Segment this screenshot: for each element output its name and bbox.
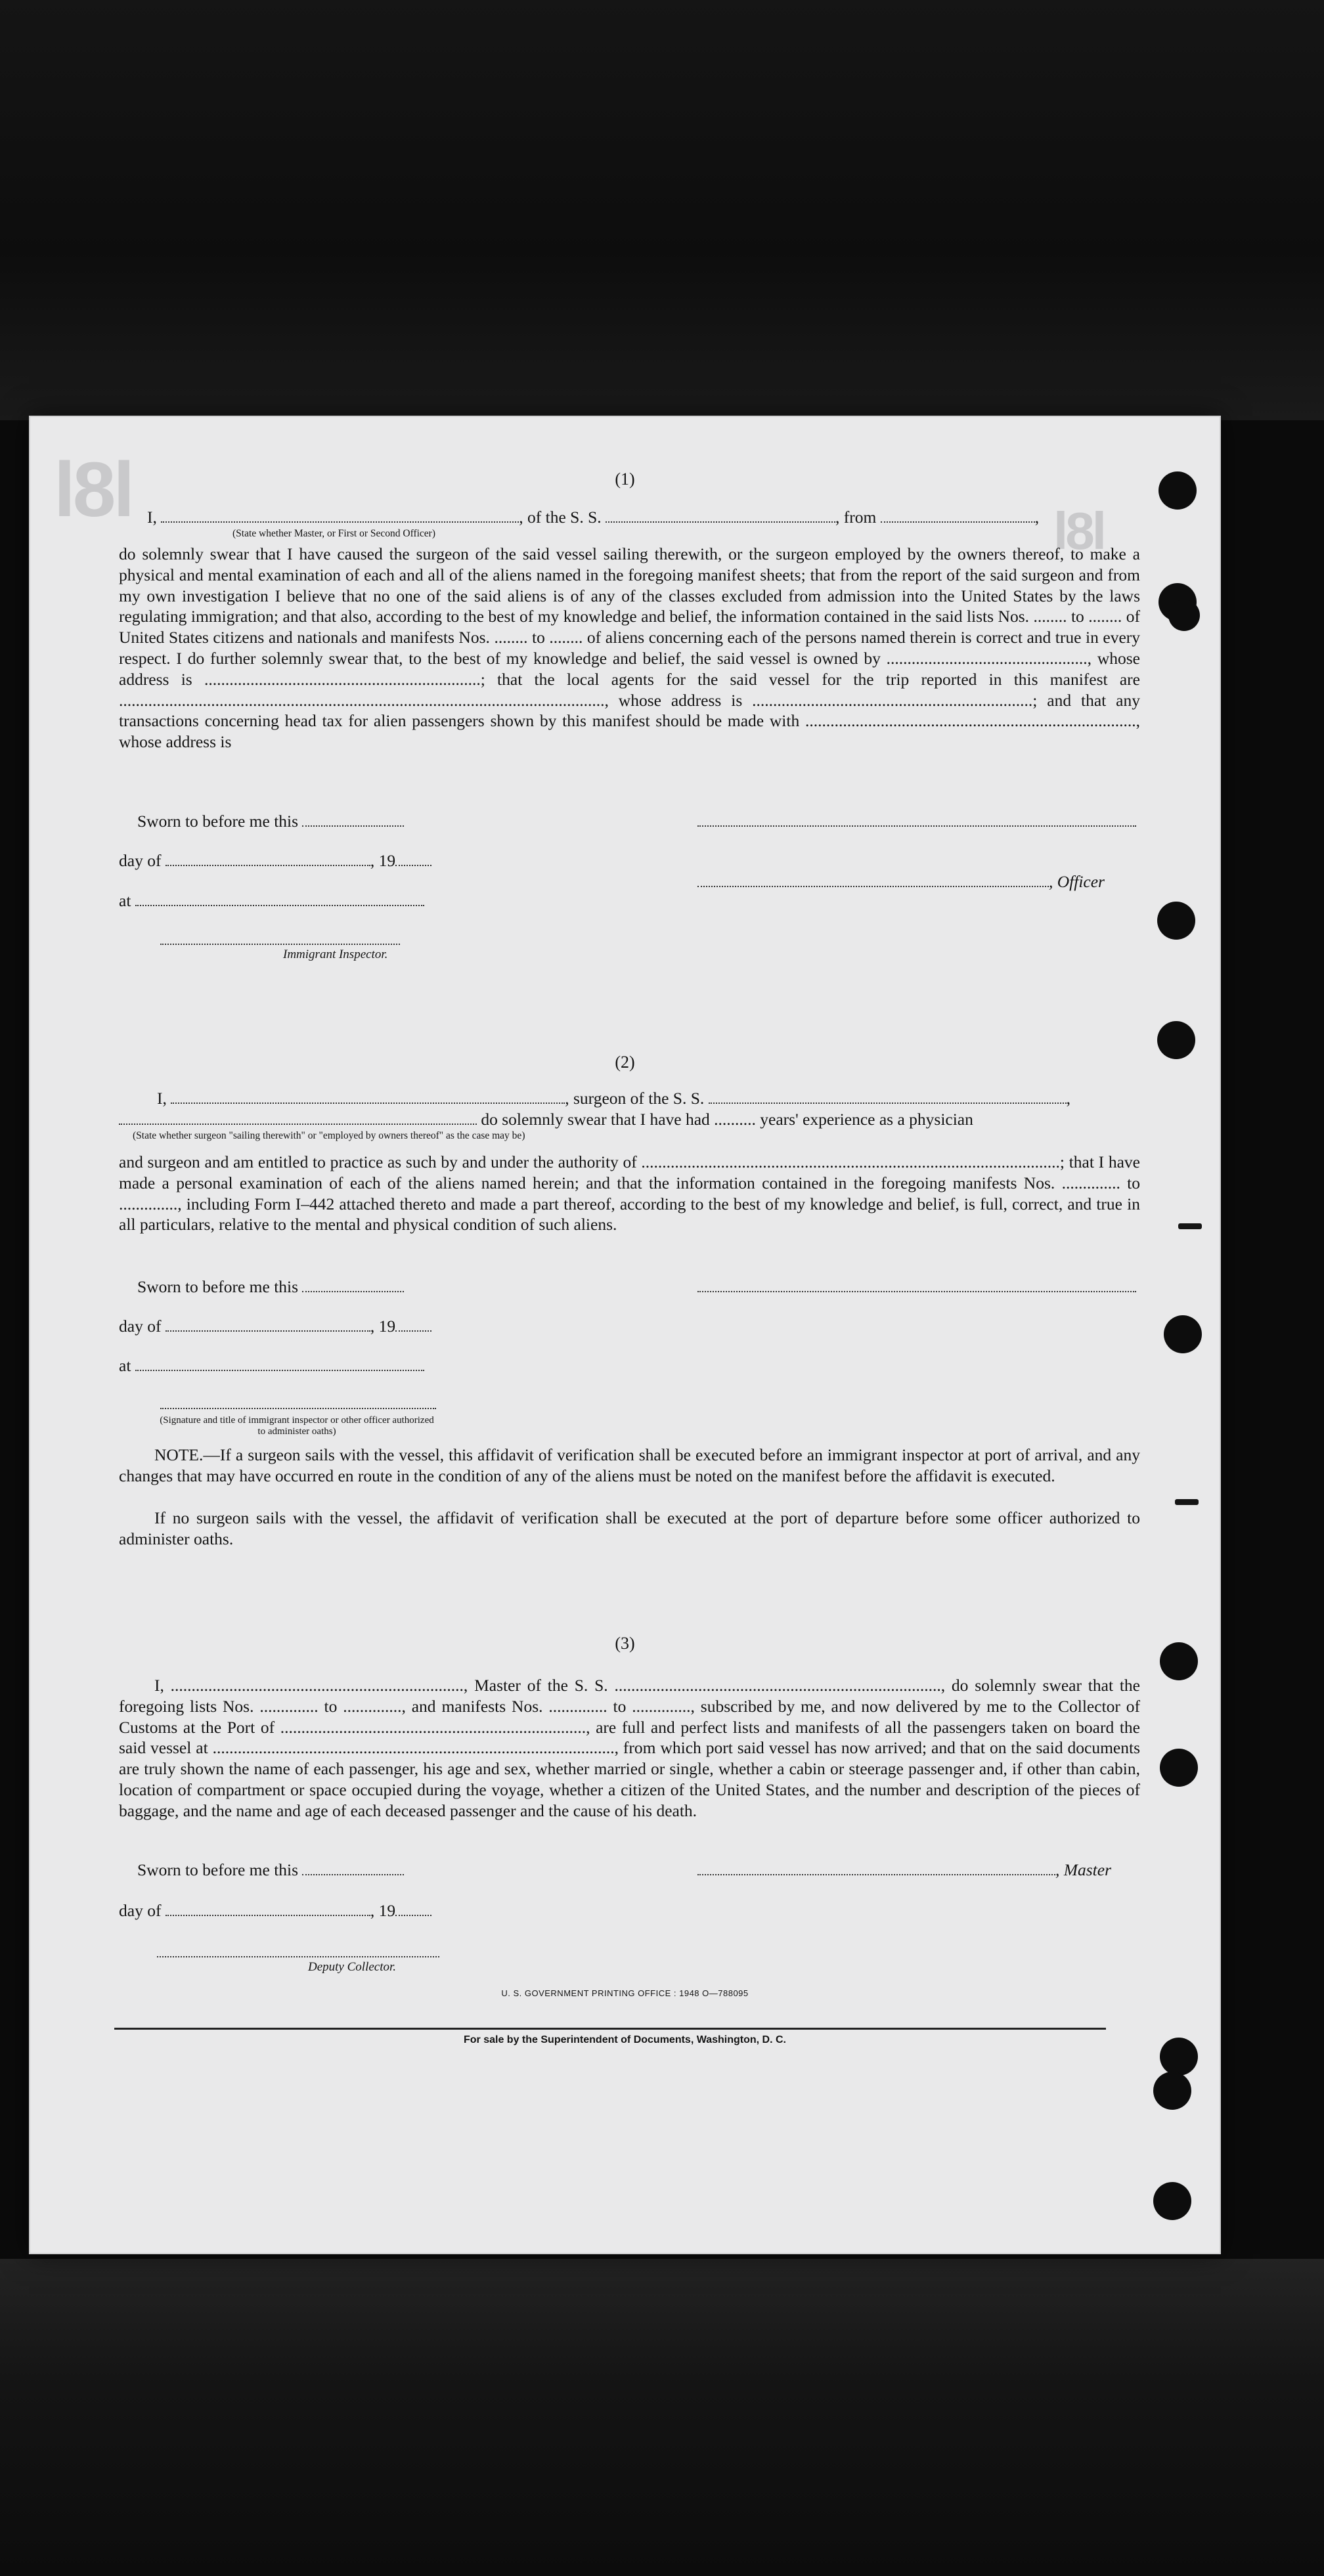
section-1-line-1: I, , of the S. S. , from , [147,508,1040,527]
text-sworn: Sworn to before me this [137,812,299,831]
text-i: I, [157,1089,167,1108]
punch-hole [1153,2182,1191,2220]
section-3-day-of [119,1901,431,1921]
master-signature-blank[interactable] [697,1862,1055,1875]
binding-mark [1178,1223,1202,1229]
departure-port-blank[interactable] [881,510,1035,523]
text-year: , 19 [370,1901,396,1920]
note-surgeon-sails: NOTE.—If a surgeon sails with the vessel, this affidavit of verification shall be executed before an immigrant inspector at port of arrival, and any changes that may have occurred en route in the condition of any of the aliens must be noted on the manifest before the affidavit is executed. [119,1445,1140,1485]
collector-line [157,1942,439,1962]
surgeon-signature-blank[interactable] [697,1279,1136,1292]
scan-backdrop-top [0,0,1324,420]
collector-signature-blank[interactable] [157,1944,439,1957]
text-sworn: Sworn to before me this [137,1860,299,1879]
text-of-ss: , of the S. S. [519,508,602,527]
signature-blank[interactable] [697,814,1136,827]
section-2-line-2 [119,1110,973,1129]
text-surgeon-of-ss: , surgeon of the S. S. [565,1089,705,1108]
printing-office-imprint: U. S. GOVERNMENT PRINTING OFFICE : 1948 O—788095 [501,1988,749,1998]
text-i: I, [147,508,157,527]
binding-mark [1175,1499,1199,1505]
text-day-of: day of [119,1901,162,1920]
text-officer: , Officer [1049,872,1105,891]
month-blank[interactable] [166,1319,370,1332]
caption-immigrant-inspector: Immigrant Inspector. [283,948,388,961]
punch-hole [1164,1315,1202,1353]
text-at: at [119,891,131,910]
section-2-at [119,1356,424,1376]
section-2-line-1: I, , surgeon of the S. S. , [157,1089,1071,1108]
officer-signature-blank[interactable] [697,874,1049,887]
punch-hole [1153,2072,1191,2110]
sworn-date-blank[interactable] [302,1862,404,1875]
punch-hole [1160,1749,1198,1787]
place-blank[interactable] [135,1358,424,1371]
inspector-signature-blank[interactable] [160,932,400,945]
section-2-day-of [119,1317,431,1336]
text-sworn: Sworn to before me this [137,1277,299,1296]
text-day-of: day of [119,1317,162,1336]
punch-hole [1168,600,1200,631]
bleed-through-mark: l8l [54,447,133,533]
bleed-through-mark: l8l [1053,502,1104,560]
section-3-sworn [137,1860,404,1880]
caption-deputy-collector: Deputy Collector. [308,1960,397,1974]
officer-signature-line-1 [697,812,1136,831]
text-at: at [119,1356,131,1375]
place-blank[interactable] [135,893,424,906]
text-from: , from [835,508,877,527]
section-1-sworn [137,812,404,831]
for-sale-notice: For sale by the Superintendent of Documents, Washington, D. C. [464,2034,786,2045]
officer-name-blank[interactable] [161,510,519,523]
punch-hole [1157,902,1195,940]
sworn-date-blank[interactable] [302,1279,404,1292]
year-blank[interactable] [395,1903,431,1916]
section-3-number: (3) [615,1634,635,1653]
year-blank[interactable] [395,853,431,866]
caption-signature-title: (Signature and title of immigrant inspector or other officer authorized to administer oaths) [160,1415,434,1437]
year-blank[interactable] [395,1319,431,1332]
text-day-of: day of [119,851,162,870]
footer-rule [114,2028,1106,2030]
section-1-day-of [119,851,431,871]
master-signature-line [697,1860,1111,1880]
note-no-surgeon: If no surgeon sails with the vessel, the affidavit of verification shall be executed at the port of departure before some officer authorized to administer oaths. [119,1508,1140,1548]
inspector-signature-blank[interactable] [160,1396,436,1409]
ship-name-blank[interactable] [606,510,835,523]
manifest-verification-page [29,416,1221,2254]
caption-surgeon: (State whether surgeon "sailing therewith" or "employed by owners thereof" as the case may be) [133,1130,525,1141]
caption-officer: (State whether Master, or First or Second Officer) [232,528,436,539]
surgeon-signature-line [697,1277,1136,1297]
section-1-oath-body: do solemnly swear that I have caused the surgeon of the said vessel sailing therewith, or the surgeon employed by the owners thereof, to make a physical and mental examination of each and all of the aliens named in the foregoing manifest sheets; that from the report of the said surgeon and from my own investigation I believe that no one of the said aliens is of any of the classes excluded from admission into the United States by the laws regulating immigration; and that also, according to the best of my knowledge and belief, the information contained in the said lists Nos. ........ to ........ of United States citizens and nationals and manifests Nos. ........ to ........ of aliens concerning each of the persons named therein is correct and true in every respect. I do further solemnly swear that, to the best of my knowledge and belief, the said vessel is owned by ................................................, whose address is ..................................................................; that the local agents for the said vessel for the trip reported in this manifest are ...................................................................................................................., whose address is ...................................................................; and that any transactions concerning head tax for alien passengers shown by this manifest should be made with ..............................................................................., whose address is [119,544,1140,752]
scan-backdrop-bottom [0,2259,1324,2576]
section-1-at [119,891,424,911]
sworn-date-blank[interactable] [302,814,404,827]
inspector-line [160,930,400,950]
section-2-sworn [137,1277,404,1297]
section-3-oath-body: I, ......................................................................, Master of the S. S. .............................................................................., do solemnly swear that the foregoing lists Nos. .............. to .............., and manifests Nos. .............. to .............., subscribed by me, and now delivered by me to the Collector of Customs at the Port of ........................................................................., are full and perfect lists and manifests of all the passengers taken on board the said vessel at ................................................................................................, from which port said vessel has now arrived; and that on the said documents are truly shown the name of each passenger, his age and sex, whether married or single, whether a cabin or steerage passenger and, if other than cabin, location of compartment or space occupied during the voyage, whether a citizen of the United States, and the number and description of the pieces of baggage, and the name and age of each deceased passenger and the cause of his death. [119,1676,1140,1820]
section-2-oath-body: and surgeon and am entitled to practice as such by and under the authority of ....................................................................................................; that I have made a personal examination of each of the aliens named herein; and that the information contained in the foregoing manifests Nos. .............. to .............., including Form I–442 attached thereto and made a part thereof, according to the best of my knowledge and belief, is full, correct, and true in all particulars, relative to the mental and physical condition of such aliens. [119,1152,1140,1234]
month-blank[interactable] [166,853,370,866]
officer-signature-line-2 [697,872,1105,892]
surgeon-name-blank[interactable] [171,1091,565,1104]
ship-name-blank[interactable] [709,1091,1067,1104]
section-2-signature-line [160,1394,436,1414]
text-years-experience: do solemnly swear that I have had .......... years' experience as a physician [481,1110,973,1129]
surgeon-status-blank[interactable] [119,1112,477,1125]
month-blank[interactable] [166,1903,370,1916]
section-2-number: (2) [615,1053,635,1072]
section-1-number: (1) [615,469,635,489]
text-year: , 19 [370,1317,396,1336]
text-master: , Master [1055,1860,1111,1879]
text-year: , 19 [370,851,396,870]
